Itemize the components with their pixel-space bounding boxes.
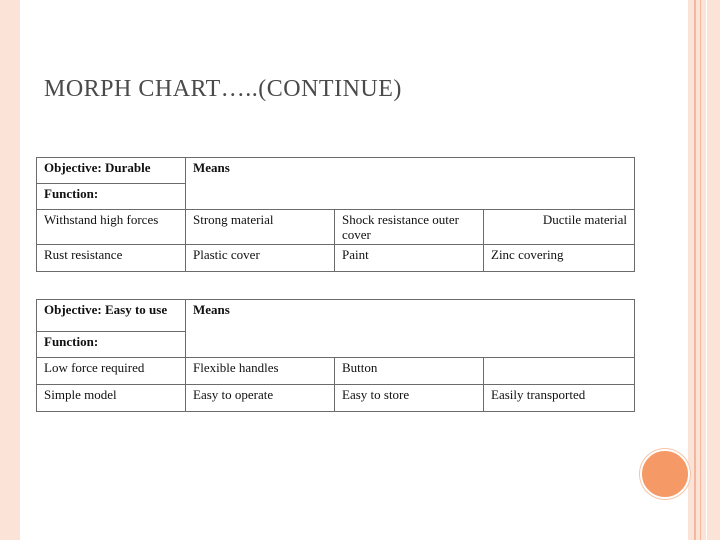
means-cell: Ductile material [484, 210, 635, 245]
means-cell: Easy to store [335, 385, 484, 412]
objective-cell: Objective: Durable [37, 158, 186, 184]
frame-left-band [0, 0, 20, 540]
function-cell: Simple model [37, 385, 186, 412]
accent-circle-decoration [640, 449, 690, 499]
means-cell: Easily transported [484, 385, 635, 412]
frame-line [694, 0, 696, 540]
means-cell: Button [335, 358, 484, 385]
frame-line [700, 0, 701, 540]
means-header-cell: Means [186, 300, 635, 358]
means-cell: Plastic cover [186, 245, 335, 272]
means-cell: Flexible handles [186, 358, 335, 385]
function-cell: Withstand high forces [37, 210, 186, 245]
means-cell: Strong material [186, 210, 335, 245]
function-cell: Rust resistance [37, 245, 186, 272]
means-cell: Paint [335, 245, 484, 272]
function-cell: Low force required [37, 358, 186, 385]
morph-chart-table-durable [36, 157, 635, 272]
means-cell [484, 358, 635, 385]
means-header-cell: Means [186, 158, 635, 210]
function-label-cell: Function: [37, 184, 186, 210]
means-cell: Zinc covering [484, 245, 635, 272]
objective-cell: Objective: Easy to use [37, 300, 186, 332]
means-cell: Shock resistance outer cover [335, 210, 484, 245]
means-cell: Easy to operate [186, 385, 335, 412]
function-label-cell: Function: [37, 332, 186, 358]
frame-right-band [688, 0, 720, 540]
morph-chart-table-easy-to-use [36, 299, 635, 412]
slide-title: MORPH CHART…..(CONTINUE) [44, 76, 402, 102]
frame-line [706, 0, 707, 540]
